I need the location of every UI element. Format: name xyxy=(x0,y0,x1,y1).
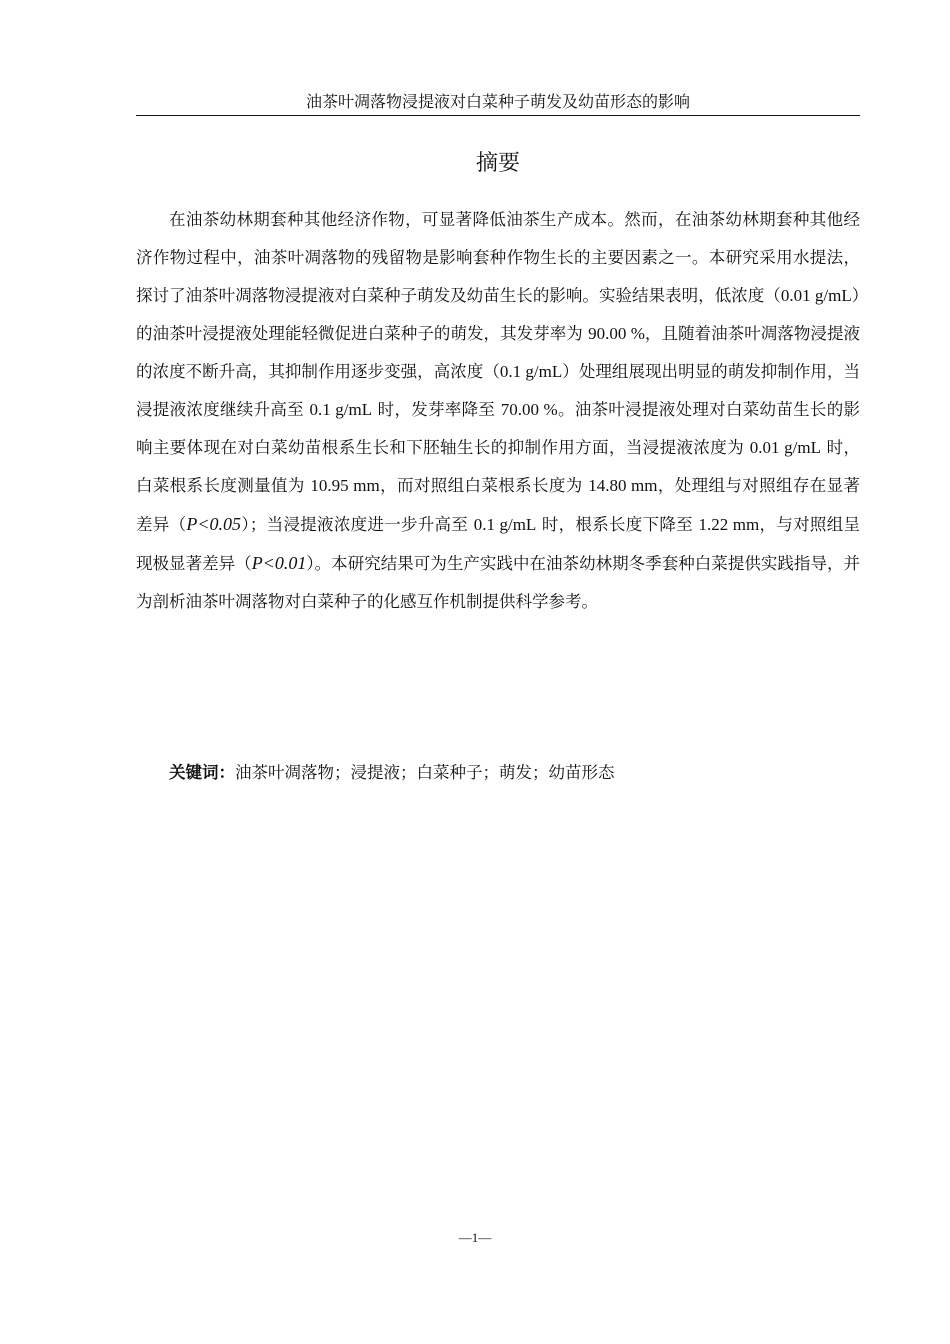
keywords-list: 油茶叶凋落物；浸提液；白菜种子；萌发；幼苗形态 xyxy=(235,763,615,782)
abstract-text: 时，发芽率降至 xyxy=(372,400,501,419)
root-length-value: 10.95 mm xyxy=(310,476,380,495)
germination-rate-value: 70.00 % xyxy=(500,400,558,419)
abstract-heading: 摘要 xyxy=(475,151,520,176)
germination-rate-value: 90.00 % xyxy=(588,324,645,343)
abstract-text: ）的油茶叶浸提液处理能轻微促进白菜种子的萌发，其发芽率为 xyxy=(136,286,861,343)
abstract-text: ）。本研究结果可为生产实践中在油茶幼林期冬季套种白菜提供实践指导，并为剖析油茶叶凋落物对白菜种子的化感互作机制提供科学参考。 xyxy=(136,554,861,611)
page-number: —1— xyxy=(458,1230,492,1245)
p-value: P<0.01 xyxy=(251,553,307,573)
concentration-value: 0.1 g/mL xyxy=(499,362,563,381)
running-header-title: 油茶叶凋落物浸提液对白菜种子萌发及幼苗形态的影响 xyxy=(305,92,690,111)
abstract-text: ）处理组展现出明显的萌发抑制作用，当浸提液浓度继续升高至 xyxy=(136,362,860,419)
abstract-text: ）；当浸提液浓度进一步升高至 xyxy=(241,515,474,534)
abstract-text: 在油茶幼林期套种其他经济作物，可显著降低油茶生产成本。然而，在油茶幼林期套种其他经济作物过程中，油茶叶凋落物的残留物是影响套种作物生长的主要因素之一。本研究采用水提法，探讨了油茶叶凋落物浸提液对白菜种子萌发及幼苗生长的影响。实验结果表明，低浓度（ xyxy=(136,210,860,305)
concentration-value: 0.1 g/mL xyxy=(309,400,373,419)
abstract-text: 时，白菜根系长度测量值为 xyxy=(136,438,860,495)
header-divider xyxy=(136,115,860,116)
root-length-value: 14.80 mm xyxy=(588,476,658,495)
abstract-text: 时，根系长度下降至 xyxy=(536,515,699,534)
abstract-text: ，而对照组白菜根系长度为 xyxy=(379,476,589,495)
abstract-text: ，且随着油茶叶凋落物浸提液的浓度不断升高，其抑制作用逐步变强，高浓度（ xyxy=(136,324,861,381)
concentration-value: 0.01 g/mL xyxy=(780,286,852,305)
concentration-value: 0.01 g/mL xyxy=(749,438,821,457)
p-value: P<0.05 xyxy=(186,514,242,534)
abstract-text: 。油茶叶浸提液处理对白菜幼苗生长的影响主要体现在对白菜幼苗根系生长和下胚轴生长的抑制作用方面，当浸提液浓度为 xyxy=(136,400,860,457)
abstract-paragraph xyxy=(136,201,860,621)
abstract-text: ，处理组与对照组存在显著差异（ xyxy=(136,476,861,534)
concentration-value: 0.1 g/mL xyxy=(473,515,537,534)
root-length-value: 1.22 mm xyxy=(698,515,760,534)
abstract-text: ，与对照组呈现极显著差异（ xyxy=(136,515,860,573)
keywords-label: 关键词： xyxy=(169,763,235,782)
keywords-line xyxy=(136,760,860,786)
